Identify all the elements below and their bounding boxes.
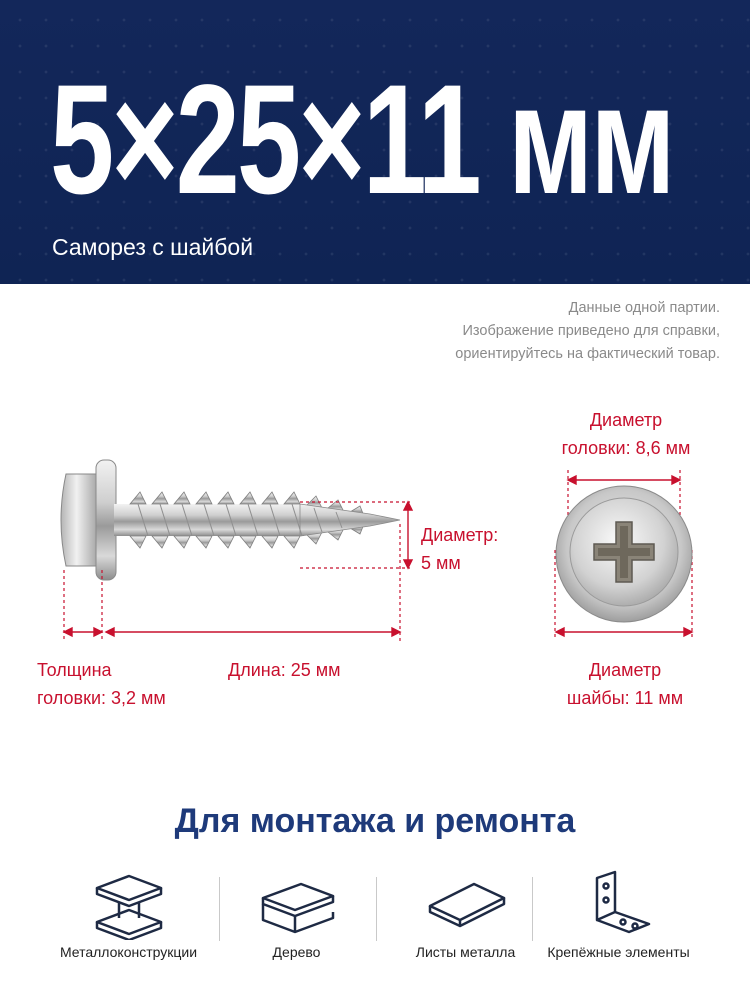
- head-diameter-label: [551, 406, 701, 462]
- head-diameter-line2: головки: 8,6 мм: [561, 438, 691, 458]
- disclaimer-line: Изображение приведено для справки,: [462, 323, 720, 339]
- washer-diameter-line2: шайбы: 11 мм: [566, 688, 684, 708]
- disclaimer-line: Данные одной партии.: [568, 300, 720, 316]
- head-thickness-label: [37, 656, 166, 712]
- head-diameter-line1: Диаметр: [589, 410, 663, 430]
- use-label: Листы металла: [415, 944, 516, 960]
- head-thickness-line1: Толщина: [37, 660, 112, 680]
- header-banner: [0, 0, 750, 284]
- product-subtitle: Саморез с шайбой: [52, 234, 254, 260]
- product-size-headline: 5×25×11 мм: [50, 53, 673, 227]
- thread-diameter-line1: Диаметр:: [421, 525, 499, 545]
- uses-title: Для монтажа и ремонта: [174, 802, 576, 840]
- disclaimer: [300, 297, 720, 366]
- washer-diameter-line1: Диаметр: [588, 660, 662, 680]
- use-label: Металлоконструкции: [59, 944, 198, 960]
- use-label: Дерево: [272, 944, 321, 960]
- metal-sheets-icon: [426, 870, 506, 940]
- thread-diameter-label: [421, 521, 498, 577]
- length-label: Длина: 25 мм: [228, 660, 341, 680]
- use-fasteners: [525, 860, 712, 980]
- use-label: Крепёжные элементы: [547, 944, 690, 960]
- thread-diameter-line2: 5 мм: [421, 553, 461, 573]
- head-thickness-line2: головки: 3,2 мм: [37, 688, 166, 708]
- washer-diameter-label: [545, 656, 705, 712]
- wood-planks-icon: [257, 870, 337, 940]
- i-beam-icon: [89, 870, 169, 940]
- disclaimer-line: ориентируйтесь на фактический товар.: [455, 346, 720, 362]
- use-metal-structures: [35, 860, 222, 980]
- corner-bracket-icon: [579, 870, 659, 940]
- use-wood: [203, 860, 390, 980]
- screw-top-view: [540, 460, 710, 650]
